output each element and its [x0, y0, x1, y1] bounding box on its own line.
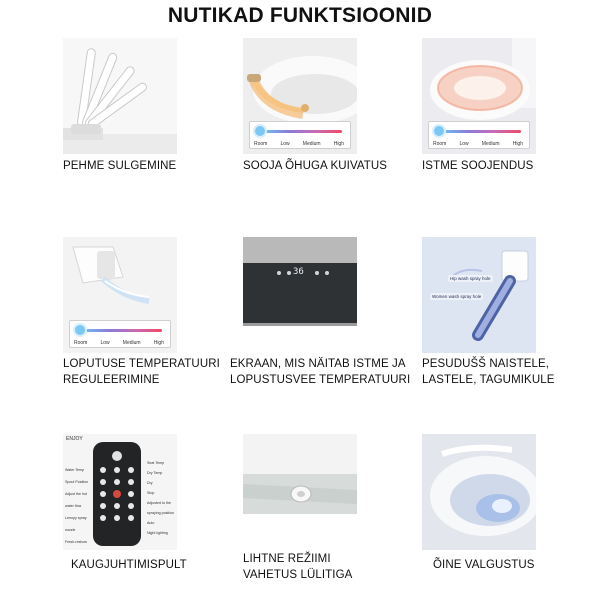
- feature-image-remote: [63, 434, 177, 550]
- display-panel-illustration: [243, 237, 357, 353]
- mode-knob-illustration: [243, 434, 357, 550]
- feature-image-wash-spray: [422, 237, 536, 353]
- caption-display: EKRAAN, MIS NÄITAB ISTME JA LOPUSTUSVEE TEMPERATUURI: [230, 358, 411, 386]
- feature-image-air-drying: [243, 38, 357, 154]
- caption-night-light: ÕINE VALGUSTUS: [433, 559, 535, 571]
- feature-image-mode-switch: [243, 434, 357, 550]
- caption-seat-heating: ISTME SOOJENDUS: [422, 160, 534, 172]
- caption-remote: KAUGJUHTIMISPULT: [71, 559, 187, 571]
- caption-flush-temperature: LOPUTUSE TEMPERATUURI REGULEERIMINE: [63, 358, 220, 386]
- night-light-illustration: [422, 434, 536, 550]
- scale-indicator: [255, 126, 265, 136]
- scale-indicator: [434, 126, 444, 136]
- scale-indicator: [75, 325, 85, 335]
- caption-air-drying: SOOJA ÕHUGA KUIVATUS: [243, 160, 388, 172]
- feature-image-flush-temperature: [63, 237, 177, 353]
- temperature-scale: Room Low Medium High: [69, 320, 171, 348]
- toilet-lid-illustration: [63, 38, 177, 154]
- feature-image-display: [243, 237, 357, 353]
- temperature-scale: Room Low Medium High: [249, 121, 351, 149]
- women-wash-label: Women wash spray hole: [432, 294, 482, 299]
- caption-wash-spray: PESUDUŠŠ NAISTELE, LASTELE, TAGUMIKULE: [422, 358, 555, 386]
- hip-wash-label: Hip wash spray hole: [450, 276, 491, 281]
- page-title: NUTIKAD FUNKTSIOONID: [167, 4, 433, 27]
- temperature-readout: 36: [293, 267, 304, 277]
- temperature-scale: Room Low Medium High: [428, 121, 530, 149]
- remote-left-labels: Water Temp Spout Position Adjust the hot water flow Lenopy spray nozzle Fresh-reshow: [65, 468, 89, 544]
- remote-brand: ENJOY: [66, 436, 83, 442]
- caption-soft-close: PEHME SULGEMINE: [63, 160, 177, 172]
- feature-image-night-light: [422, 434, 536, 550]
- feature-image-seat-heating: [422, 38, 536, 154]
- feature-image-soft-close: [63, 38, 177, 154]
- remote-right-labels: Seat Temp Dry Temp Dry Stop Adjusted to the spraying position Auto Night lighting: [147, 461, 174, 535]
- caption-mode-switch: LIHTNE REŽIIMI VAHETUS LÜLITIGA: [243, 553, 353, 581]
